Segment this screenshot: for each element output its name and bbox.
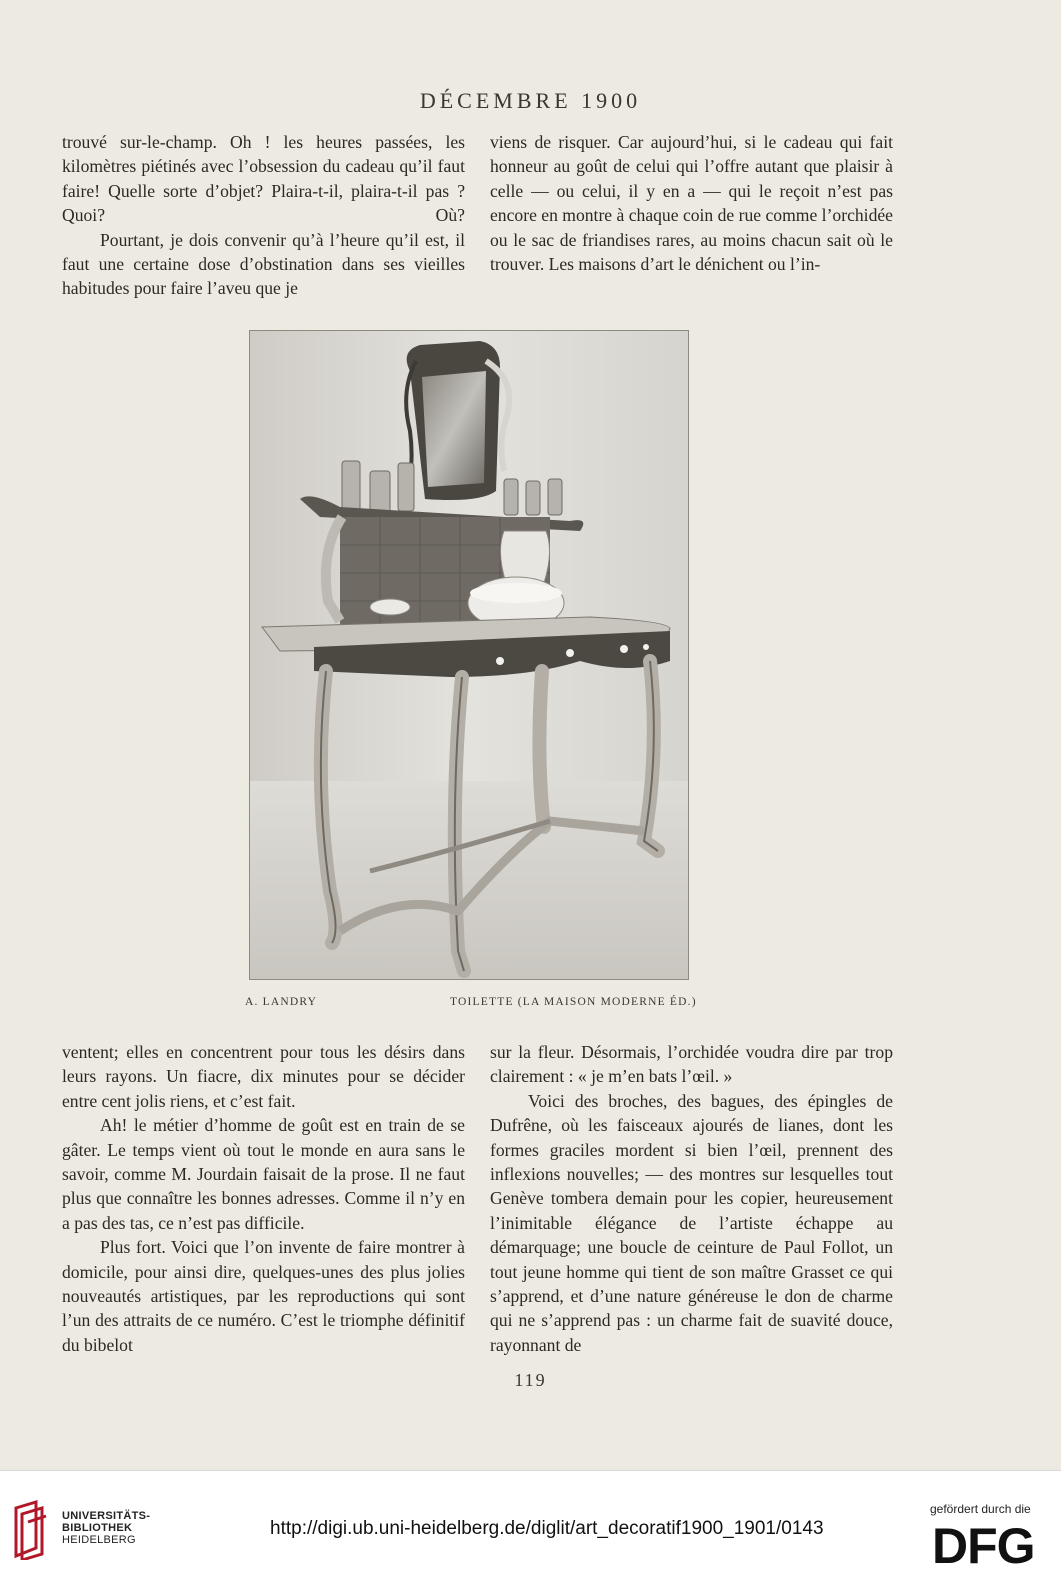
- paragraph: ventent; elles en concentrent pour tous les désirs dans leurs rayons. Un fiacre, dix minutes pour se décider entre cent jolis riens, et c’est fait.: [62, 1042, 465, 1111]
- text-column-top-right: [490, 130, 893, 276]
- text-column-bottom-right: [490, 1040, 893, 1357]
- permalink-url[interactable]: http://digi.ub.uni-heidelberg.de/diglit/art_decoratif1900_1901/0143: [270, 1518, 824, 1539]
- library-line: BIBLIOTHEK: [62, 1522, 133, 1534]
- paragraph: Plus fort. Voici que l’on invente de faire montrer à domicile, pour ainsi dire, quelques-unes des plus jolies nouveautés artistiques, par les reproductions qui sont l’un des attraits de ce numéro. C’est le triomphe définitif du bibelot: [62, 1237, 465, 1355]
- paragraph: Pourtant, je dois convenir qu’à l’heure qu’il est, il faut une certaine dose d’obstination dans ses vieilles habitudes pour faire l’aveu que je: [62, 229, 465, 299]
- paragraph: trouvé sur-le-champ. Oh ! les heures passées, les kilomètres piétinés avec l’obsession du cadeau qu’il faut faire! Quelle sorte d’objet? Plaira-t-il, plaira-t-il pas ? Quoi? Où?: [62, 132, 465, 226]
- text-column-top-left: [62, 130, 465, 301]
- university-library-logo-icon: [12, 1500, 52, 1560]
- page-header: DÉCEMBRE 1900: [419, 88, 642, 113]
- library-line: HEIDELBERG: [62, 1534, 136, 1546]
- paragraph: sur la fleur. Désormais, l’orchidée voudra dire par trop clairement : « je m’en bats l’œil. »: [490, 1042, 893, 1087]
- dressing-table-illustration: [250, 331, 688, 979]
- page-number: 119: [514, 1370, 547, 1390]
- paragraph: Ah! le métier d’homme de goût est en train de se gâter. Le temps vient où tout le monde en aura sans le savoir, comme M. Jourdain faisait de la prose. Il ne faut plus que connaître les bonnes adresses. Comme il n’y en a pas des tas, ce n’est pas difficile.: [62, 1115, 465, 1233]
- paragraph: viens de risquer. Car aujourd’hui, si le cadeau qui fait honneur au goût de celui qui l’offre autant que plaisir à celle — ou celui, il y en a — qui le reçoit n’est pas encore en montre à chaque coin de rue comme l’orchidée ou le sac de friandises rares, au moins chacun sait où le trouver. Les maisons d’art le dénichent ou l’in-: [490, 132, 893, 275]
- funding-note: gefördert durch die: [930, 1502, 1031, 1516]
- paragraph: Voici des broches, des bagues, des épingles de Dufrêne, où les faisceaux ajourés de lianes, dont les formes graciles mordent si bien l’œil, prennent des inflexions nouvelles; — des montres sur lesquelles tout Genève tombera demain pour les copier, heureusement l’inimitable élégance de l’artiste échappe au démarquage; une boucle de ceinture de Paul Follot, un tout jeune homme qui tient de son maître Grasset ce qui s’apprend, et d’une nature généreuse le don de charme qui ne s’apprend pas : un charme fait de suavité douce, rayonnant de: [490, 1090, 893, 1355]
- library-line: UNIVERSITÄTS-: [62, 1510, 151, 1522]
- caption-title: TOILETTE (LA MAISON MODERNE ÉD.): [450, 996, 697, 1008]
- dfg-logo: DFG: [932, 1518, 1035, 1574]
- text-column-bottom-left: [62, 1040, 465, 1357]
- toilette-photograph: [249, 330, 689, 980]
- caption-author: A. LANDRY: [245, 996, 318, 1008]
- library-name: [62, 1510, 150, 1546]
